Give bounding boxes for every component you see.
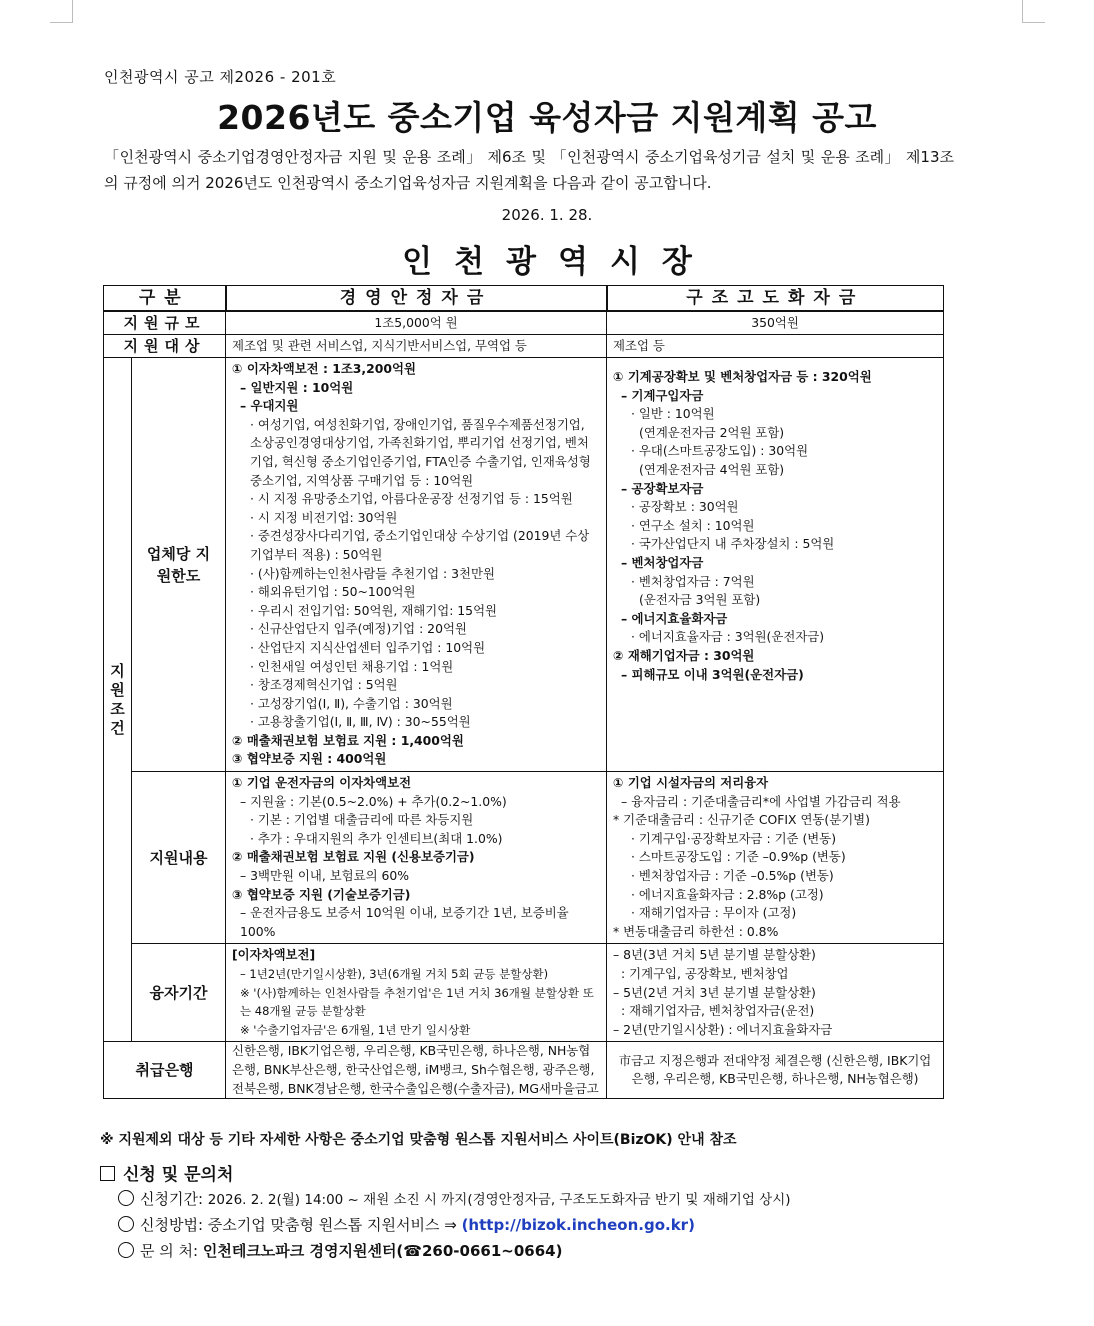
list-item: (연계운전자금 2억원 포함) — [639, 424, 785, 440]
list-item: – 지원율 : 기본(0.5~2.0%) + 추가(0.2~1.0%) — [240, 793, 507, 809]
list-item: ③ 협약보증 지원 (기술보증기금) — [232, 886, 411, 902]
list-item: – 기계구입자금 — [621, 387, 704, 403]
banks-structure: 市금고 지정은행과 전대약정 체결은행 (신한은행, IBK기업은행, 우리은행, KB국민은행, 하나은행, NH농협은행) — [607, 1042, 944, 1099]
list-item: – 5년(2년 거치 3년 분기별 분할상환) — [613, 984, 816, 1000]
list-item: ① 기업 시설자금의 저리융자 — [613, 775, 769, 791]
header-structure-fund: 구조고도화자금 — [607, 286, 944, 312]
term-label: 융자기간 — [132, 944, 226, 1042]
list-item: * 기준대출금리 : 신규기준 COFIX 연동(분기별) — [613, 812, 870, 828]
page-title: 2026년도 중소기업 육성자금 지원계획 공고 — [217, 98, 877, 137]
apply-method: 신청방법: 중소기업 맞춤형 원스톱 지원서비스 ⇒ (http://bizok.incheon.go.kr) — [118, 1214, 695, 1235]
scale-row — [104, 311, 944, 335]
limit-row — [104, 358, 944, 772]
list-item: · 국가산업단지 내 주차장설치 : 5억원 — [631, 536, 835, 552]
list-item: · 인천새일 여성인턴 채용기업 : 1억원 — [250, 658, 454, 674]
list-item: · 벤처창업자금 : 기준 –0.5%p (변동) — [631, 868, 834, 884]
limit-label: 업체당 지원한도 — [132, 358, 226, 772]
target-structure: 제조업 등 — [607, 335, 944, 358]
list-item: ② 매출채권보험 보험료 지원 : 1,400억원 — [232, 732, 464, 748]
list-item: * 변동대출금리 하한선 : 0.8% — [613, 923, 779, 939]
list-item: · 중견성장사다리기업, 중소기업인대상 수상기업 (2019년 수상기업부터 적용) : 50억원 — [250, 528, 590, 562]
list-item: ① 이자차액보전 : 1조3,200억원 — [232, 361, 416, 376]
list-item: · 해외유턴기업 : 50~100억원 — [250, 584, 416, 600]
list-item: · 공장확보 : 30억원 — [631, 499, 739, 515]
crop-mark-right — [1022, 0, 1045, 23]
list-item: · 스마트공장도입 : 기준 –0.9%p (변동) — [631, 849, 846, 865]
circle-bullet-icon — [118, 1190, 134, 1206]
list-item: · 고성장기업(Ⅰ, Ⅱ), 수출기업 : 30억원 — [250, 695, 453, 711]
banks-management: 신한은행, IBK기업은행, 우리은행, KB국민은행, 하나은행, NH농협은행, BNK부산은행, 한국산업은행, iM뱅크, Sh수협은행, 광주은행, 전북은행, BNK경남은행, 한국수출입은행(수출자금), MG새마을금고 — [226, 1042, 607, 1099]
banks-row — [104, 1042, 944, 1099]
scale-label: 지원규모 — [104, 311, 226, 335]
list-item: · 에너지효율화자금 : 2.8%p (고정) — [631, 886, 824, 902]
scale-management: 1조5,000억 원 — [226, 311, 607, 335]
target-management: 제조업 및 관련 서비스업, 지식기반서비스업, 무역업 등 — [226, 335, 607, 358]
list-item: · 기계구입·공장확보자금 : 기준 (변동) — [631, 830, 837, 846]
list-item: ※ '수출기업자금'은 6개월, 1년 만기 일시상환 — [240, 1022, 471, 1037]
conditions-label: 지원조건 — [104, 358, 132, 1042]
list-item: ① 기계공장확보 및 벤처창업자금 등 : 320억원 — [613, 369, 872, 384]
crop-mark-left — [50, 0, 73, 23]
list-item: – 에너지효율화자금 — [621, 610, 728, 626]
section-heading: 신청 및 문의처 — [100, 1160, 233, 1185]
list-item: ③ 협약보증 지원 : 400억원 — [232, 751, 387, 767]
list-item: · 산업단지 지식산업센터 입주기업 : 10억원 — [250, 639, 486, 655]
list-item: · 고용창출기업(Ⅰ, Ⅱ, Ⅲ, Ⅳ) : 30~55억원 — [250, 714, 471, 730]
list-item: · 추가 : 우대지원의 추가 인센티브(최대 1.0%) — [250, 830, 503, 846]
list-item: [이자차액보전] — [232, 947, 316, 963]
list-item: : 기계구입, 공장확보, 벤처창업 — [621, 966, 789, 981]
term-management — [226, 944, 607, 1042]
list-item: – 벤처창업자금 — [621, 554, 704, 570]
list-item: · 일반 : 10억원 — [631, 406, 715, 422]
list-item: · 신규산업단지 입주(예정)기업 : 20억원 — [250, 621, 467, 637]
list-item: – 공장확보자금 — [621, 480, 704, 496]
support-plan-table — [103, 285, 944, 1099]
checkbox-square-icon — [100, 1166, 115, 1181]
target-label: 지원대상 — [104, 335, 226, 358]
header-management-fund: 경영안정자금 — [226, 286, 607, 312]
list-item: ※ '(사)함께하는 인천사람들 추천기업'은 1년 거치 36개월 분할상환 또는 48개월 균등 분할상환 — [240, 985, 594, 1019]
list-item: · 우대(스마트공장도입) : 30억원 — [631, 443, 809, 459]
list-item: · 에너지효율자금 : 3억원(운전자금) — [631, 629, 825, 645]
list-item: ① 기업 운전자금의 이자차액보전 — [232, 775, 412, 791]
list-item: · (사)함께하는인천사람들 추천기업 : 3천만원 — [250, 565, 495, 581]
exclusion-note: ※ 지원제외 대상 등 기타 자세한 사항은 중소기업 맞춤형 원스톱 지원서비스 사이트(BizOK) 안내 참조 — [100, 1132, 737, 1148]
banks-label: 취급은행 — [104, 1042, 226, 1099]
apply-contact: 문 의 처: 인천테크노파크 경영지원센터(☎260-0661~0664) — [118, 1240, 562, 1261]
list-item: (운전자금 3억원 포함) — [639, 592, 761, 608]
list-item: – 2년(만기일시상환) : 에너지효율화자금 — [613, 1021, 833, 1037]
list-item: · 여성기업, 여성친화기업, 장애인기업, 품질우수제품선정기업, 소상공인경영대상기업, 가족친화기업, 뿌리기업 선정기업, 벤처기업, 혁신형 중소기업인증기업, FTA인증 수출기업, 인재육성형중소기업, 지역상품 구매기업 등 : 10억원 — [250, 416, 591, 488]
list-item: · 연구소 설치 : 10억원 — [631, 517, 755, 533]
list-item: – 3백만원 이내, 보험료의 60% — [240, 868, 410, 884]
list-item: · 벤처창업자금 : 7억원 — [631, 573, 755, 589]
circle-bullet-icon — [118, 1216, 134, 1232]
list-item: (연계운전자금 4억원 포함) — [639, 461, 785, 477]
content-management — [226, 772, 607, 944]
issuer-name: 인천광역시장 — [402, 244, 714, 280]
list-item: · 기본 : 기업별 대출금리에 따른 차등지원 — [250, 812, 474, 828]
list-item: – 융자금리 : 기준대출금리*에 사업별 가감금리 적용 — [621, 793, 901, 809]
content-label: 지원내용 — [132, 772, 226, 944]
header-category: 구분 — [104, 286, 226, 312]
content-row — [104, 772, 944, 944]
circle-bullet-icon — [118, 1242, 134, 1258]
list-item: · 재해기업자금 : 무이자 (고정) — [631, 905, 797, 921]
list-item: – 우대지원 — [240, 398, 299, 414]
term-row — [104, 944, 944, 1042]
apply-period: 신청기간: 2026. 2. 2(월) 14:00 ~ 재원 소진 시 까지(경영안정자금, 구조도도화자금 반기 및 재해기업 상시) — [118, 1188, 791, 1209]
limit-management — [226, 358, 607, 772]
table-header-row — [104, 286, 944, 312]
list-item: – 8년(3년 거치 5년 분기별 분할상환) — [613, 947, 816, 963]
list-item: – 1년2년(만기일시상환), 3년(6개월 거치 5회 균등 분할상환) — [240, 967, 549, 981]
scale-structure: 350억원 — [607, 311, 944, 335]
announcement-number: 인천광역시 공고 제2026 - 201호 — [104, 68, 337, 86]
bizok-link[interactable]: (http://bizok.incheon.go.kr) — [461, 1216, 695, 1234]
list-item: · 시 지정 유망중소기업, 아름다운공장 선정기업 등 : 15억원 — [250, 491, 573, 507]
content-structure — [607, 772, 944, 944]
intro-paragraph: 「인천광역시 중소기업경영안정자금 지원 및 운용 조례」 제6조 및 「인천광역시 중소기업육성기금 설치 및 운용 조례」 제13조의 규정에 의거 2026년도 인천광역시 중소기업육성자금 지원계획을 다음과 같이 공고합니다. — [104, 148, 954, 192]
announcement-date: 2026. 1. 28. — [501, 206, 593, 224]
list-item: · 우리시 전입기업: 50억원, 재해기업: 15억원 — [250, 602, 498, 618]
list-item: – 운전자금용도 보증서 10억원 이내, 보증기간 1년, 보증비율 100% — [240, 905, 569, 939]
list-item: : 재해기업자금, 벤처창업자금(운전) — [621, 1003, 815, 1019]
list-item: – 일반지원 : 10억원 — [240, 379, 354, 395]
list-item: – 피해규모 이내 3억원(운전자금) — [621, 666, 804, 682]
term-structure — [607, 944, 944, 1042]
target-row — [104, 335, 944, 358]
list-item: ② 재해기업자금 : 30억원 — [613, 647, 755, 663]
list-item: · 시 지정 비전기업: 30억원 — [250, 509, 398, 525]
list-item: ② 매출채권보험 보험료 지원 (신용보증기금) — [232, 849, 475, 865]
limit-structure — [607, 358, 944, 772]
list-item: · 창조경제혁신기업 : 5억원 — [250, 677, 398, 693]
